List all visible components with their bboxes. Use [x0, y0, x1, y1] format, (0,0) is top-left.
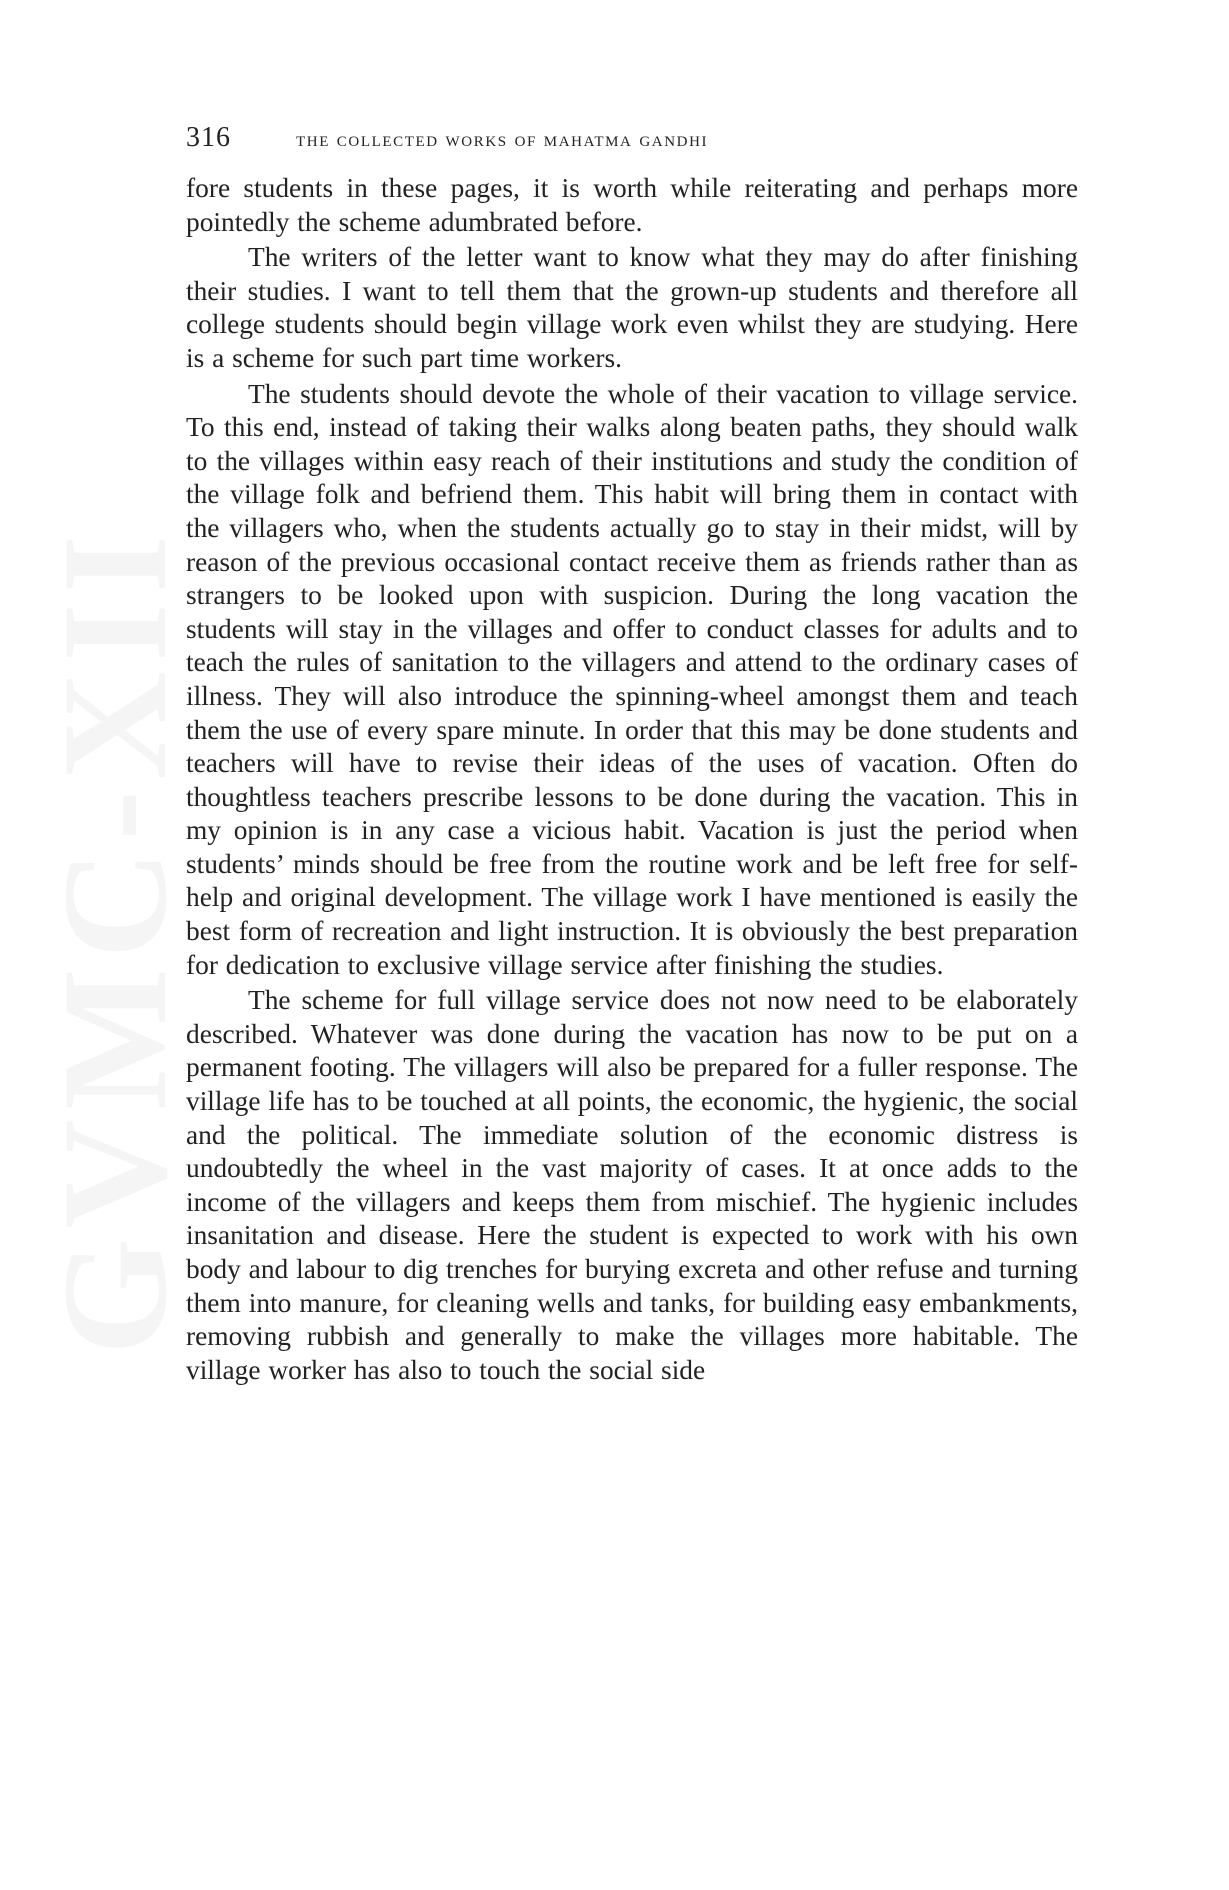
paragraph: The scheme for full village service does not now need to be elaborately described. Whatever was done during the vacation has now to be put on a permanent footing. The villagers will also be prepared for a fuller response. The village life has to be touched at all points, the economic, the hygienic, the social and the political. The immediate solution of the economic distress is undoubtedly the wheel in the vast majority of cases. It at once adds to the income of the villagers and keeps them from mischief. The hygienic includes insanitation and disease. Here the student is expected to work with his own body and labour to dig trenches for burying excreta and other refuse and turning them into manure, for cleaning wells and tanks, for building easy embankments, removing rubbish and generally to make the villages more habitable. The village worker has also to touch the social side — [186, 985, 1078, 1385]
document-page — [186, 122, 1078, 1389]
page-number: 316 — [186, 122, 231, 153]
running-head-title: the collected works of mahatma gandhi — [296, 127, 709, 151]
paragraph: fore students in these pages, it is worth while reiterating and perhaps more pointedly the scheme adumbrated before. — [186, 173, 1078, 237]
body-text — [186, 172, 1078, 1387]
paragraph: The students should devote the whole of their vacation to village service. To this end, instead of taking their walks along beaten paths, they should walk to the villages within easy reach of their institutions and study the condition of the village folk and befriend them. This habit will bring them in contact with the villagers who, when the students actually go to stay in their midst, will by reason of the previous occasional contact receive them as friends rather than as strangers to be looked upon with suspicion. During the long vacation the students will stay in the villages and offer to conduct classes for adults and to teach the rules of sanitation to the villagers and attend to the ordinary cases of illness. They will also introduce the spinning-wheel amongst them and teach them the use of every spare minute. In order that this may be done students and teachers will have to revise their ideas of the uses of vacation. Often do thoughtless teachers prescribe lessons to be done during the vacation. This in my opinion is in any case a vicious habit. Vacation is just the period when students’ minds should be free from the routine work and be left free for self-help and original development. The village work I have mentioned is easily the best form of recreation and light instruction. It is obviously the best preparation for dedication to exclusive village service after finishing the studies. — [186, 378, 1078, 980]
running-head — [186, 122, 1078, 162]
paragraph: The writers of the letter want to know what they may do after finishing their studies. I want to tell them that the grown-up students and therefore all college students should begin village work even whilst they are studying. Here is a scheme for such part time workers. — [186, 242, 1078, 373]
watermark-text: GVMC-XII — [32, 525, 198, 1355]
